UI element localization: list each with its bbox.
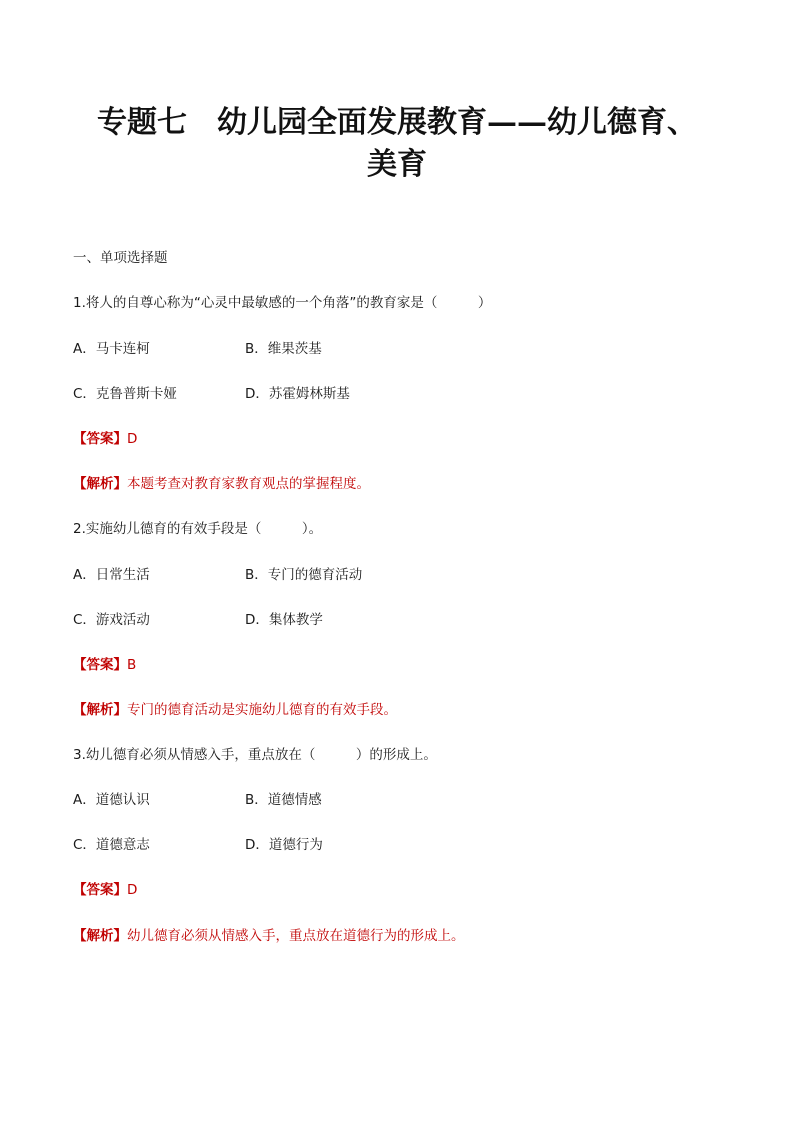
question-3-options-row-2 <box>73 835 633 855</box>
question-1-option-d: D．苏霍姆林斯基 <box>245 386 350 402</box>
question-2-option-c: C．游戏活动 <box>73 612 150 628</box>
explanation-text: 幼儿德育必须从情感入手，重点放在道德行为的形成上。 <box>127 928 465 944</box>
question-1-options-row-2 <box>73 384 633 404</box>
question-1-options-row-1 <box>73 339 633 359</box>
answer-label: 【答案】 <box>73 657 127 673</box>
explanation-label: 【解析】 <box>73 476 127 492</box>
question-3-option-d: D．道德行为 <box>245 837 323 853</box>
section-heading: 一、单项选择题 <box>73 250 168 266</box>
question-2-options-row-1 <box>73 565 633 585</box>
question-3-stem: 3.幼儿德育必须从情感入手，重点放在（ ）的形成上。 <box>73 747 437 763</box>
question-2-options-row-2 <box>73 610 633 630</box>
explanation-label: 【解析】 <box>73 702 127 718</box>
question-2-option-a: A．日常生活 <box>73 567 150 583</box>
question-1-option-b: B．维果茨基 <box>245 341 322 357</box>
answer-label: 【答案】 <box>73 882 127 898</box>
question-2-explanation <box>73 700 397 720</box>
question-1-stem: 1.将人的自尊心称为“心灵中最敏感的一个角落”的教育家是（ ） <box>73 295 492 311</box>
question-1-explanation <box>73 474 370 494</box>
question-3-answer <box>73 880 137 900</box>
explanation-label: 【解析】 <box>73 928 127 944</box>
document-title-line1: 专题七 幼儿园全面发展教育——幼儿德育、 <box>97 105 697 140</box>
question-1-option-c: C．克鲁普斯卡娅 <box>73 386 177 402</box>
answer-value: D <box>127 431 138 447</box>
answer-value: B <box>127 657 137 673</box>
question-3-option-c: C．道德意志 <box>73 837 150 853</box>
question-3-option-a: A．道德认识 <box>73 792 150 808</box>
question-2-answer <box>73 655 136 675</box>
answer-label: 【答案】 <box>73 431 127 447</box>
question-2-stem: 2.实施幼儿德育的有效手段是（ ）。 <box>73 521 323 537</box>
explanation-text: 专门的德育活动是实施幼儿德育的有效手段。 <box>127 702 397 718</box>
question-1-answer <box>73 429 137 449</box>
answer-value: D <box>127 882 138 898</box>
explanation-text: 本题考查对教育家教育观点的掌握程度。 <box>127 476 370 492</box>
question-3-options-row-1 <box>73 790 633 810</box>
question-2-option-b: B．专门的德育活动 <box>245 567 363 583</box>
question-3-option-b: B．道德情感 <box>245 792 322 808</box>
document-title-line2: 美育 <box>367 147 427 182</box>
question-1-option-a: A．马卡连柯 <box>73 341 150 357</box>
question-2-option-d: D．集体教学 <box>245 612 323 628</box>
question-3-explanation <box>73 926 465 946</box>
